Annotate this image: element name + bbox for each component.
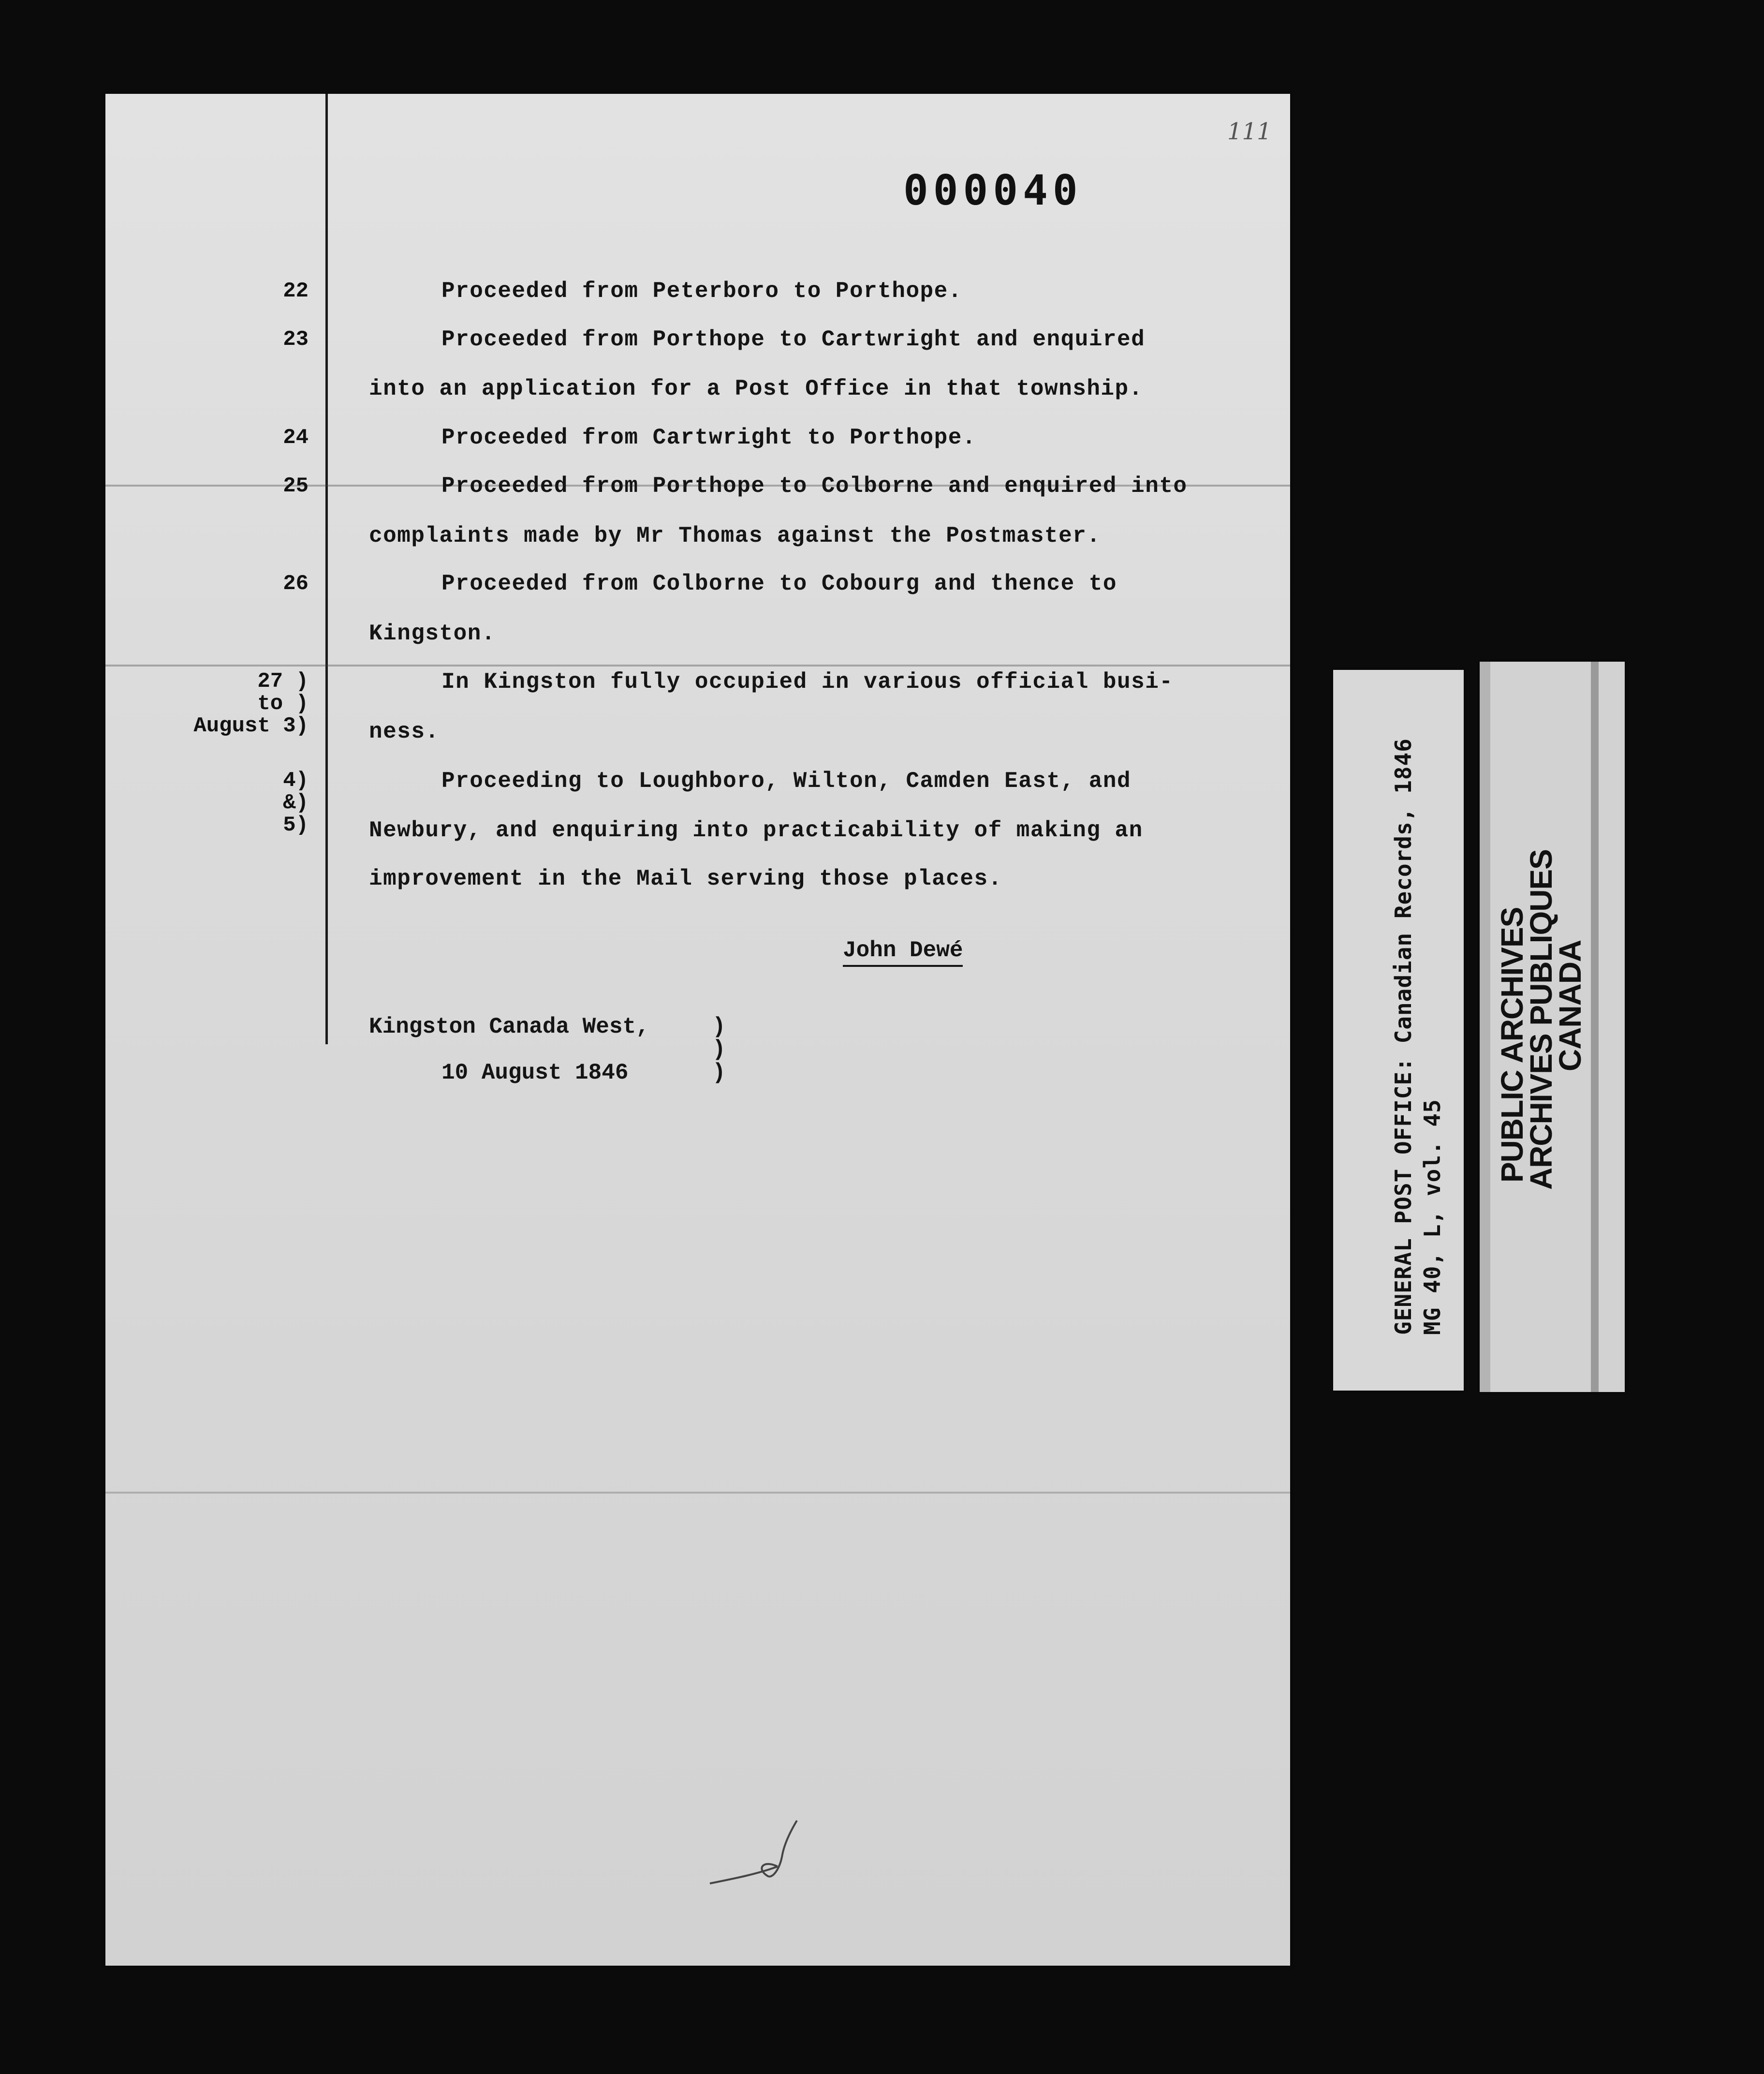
entry-date: 22 [283,279,309,303]
pencil-scribble [705,1816,802,1893]
document-number: 000040 [903,166,1083,215]
entry-line: Proceeded from Cartwright to Porthope. [441,425,976,450]
archive-stamp-line: PUBLIC ARCHIVES [1495,907,1529,1183]
entry-line: In Kingston fully occupied in various official busi- [441,669,1174,695]
entry-line: Proceeding to Loughboro, Wilton, Camden East, and [441,769,1132,794]
entry-date: 26 [283,572,309,596]
archive-stamp-line: CANADA [1553,940,1588,1071]
closing-paren: ) [712,1037,726,1062]
entry-date: 25 [283,474,309,498]
entry-line: improvement in the Mail serving those places. [369,866,1002,891]
signature: John Dewé [843,938,963,967]
document-page [105,94,1290,1966]
entry-line: ness. [369,719,440,744]
fold-crease [105,665,1290,667]
fold-crease [105,1492,1290,1494]
archive-record-title: GENERAL POST OFFICE: Canadian Records, 1846 [1390,738,1416,1335]
entry-line: Proceeded from Colborne to Cobourg and thence to [441,571,1117,596]
strip-shade [1480,662,1490,1392]
entry-line: Proceeded from Peterboro to Porthope. [441,279,962,304]
margin-rule [325,94,328,1044]
entry-line: Newbury, and enquiring into practicability of making an [369,818,1143,843]
closing-paren: ) [712,1060,726,1085]
entry-line: complaints made by Mr Thomas against the Postmaster. [369,523,1101,548]
entry-line: into an application for a Post Office in that township. [369,376,1143,401]
entry-line: Proceeded from Porthope to Colborne and enquired into [441,474,1188,499]
entry-date: 27 ) to ) August 3) [193,669,309,738]
entry-date: 24 [283,426,309,450]
entry-date: 23 [283,327,309,352]
entry-date: 4) &) 5) [283,769,309,837]
strip-band [1591,662,1599,1392]
date-line: 10 August 1846 [441,1060,629,1085]
closing-paren: ) [712,1014,726,1039]
archive-record-volume: MG 40, L, vol. 45 [1419,1099,1445,1335]
pencil-page-number: 111 [1227,118,1272,145]
archive-stamp-line: ARCHIVES PUBLIQUES [1524,849,1558,1190]
place-line: Kingston Canada West, [369,1014,649,1039]
entry-line: Proceeded from Porthope to Cartwright and enquired [441,327,1146,352]
entry-line: Kingston. [369,621,496,646]
